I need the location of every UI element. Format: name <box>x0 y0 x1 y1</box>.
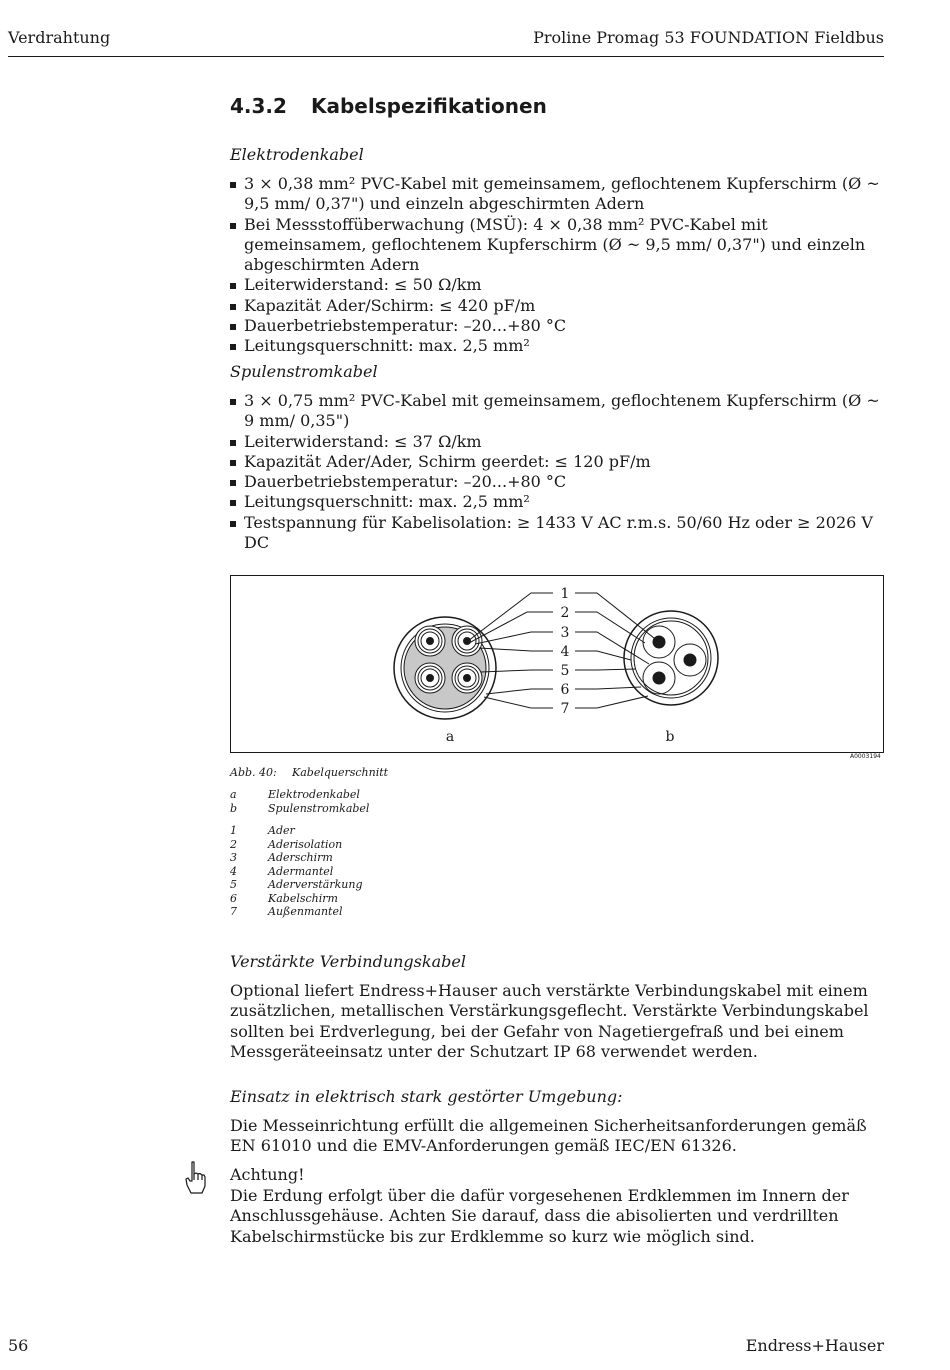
electrode-list <box>230 174 885 357</box>
callout-6: 6 <box>560 682 570 698</box>
cable-cross-section-figure <box>230 575 884 753</box>
list-item: Leitungsquerschnitt: max. 2,5 mm² <box>230 336 885 356</box>
legend-3 <box>230 851 333 864</box>
page-number: 56 <box>8 1336 29 1355</box>
caption-prefix: Abb. 40: <box>230 766 277 779</box>
legend-key: 6 <box>230 892 237 905</box>
reinforced-text: Optional liefert Endress+Hauser auch verstärkte Verbindungskabel mit einem zusätzlichen, metallischen Verstärkungsgeflecht. Verstärkte Verbindungskabel sollten bei Erdverlegung, bei der Gefahr von Nagetiergefraß und bei einem Messgeräteeinsatz unter der Schutzart IP 68 verwendet werden. <box>230 981 869 1061</box>
emc-text: Die Messeinrichtung erfüllt die allgemeinen Sicherheitsanforderungen gemäß EN 61010 und die EMV-Anforderungen gemäß IEC/EN 61326. <box>230 1116 867 1156</box>
legend-b <box>230 802 369 815</box>
legend-a <box>230 788 360 801</box>
callout-3: 3 <box>560 625 570 641</box>
label-a: a <box>445 729 455 745</box>
legend-key: 7 <box>230 905 237 918</box>
list-item: Leiterwiderstand: ≤ 37 Ω/km <box>230 432 885 452</box>
coil-list <box>230 391 885 553</box>
list-item: 3 × 0,38 mm² PVC-Kabel mit gemeinsamem, geflochtenem Kupferschirm (Ø ~ 9,5 mm/ 0,37") und einzeln abgeschirmten Adern <box>230 174 885 215</box>
legend-text: Ader <box>268 824 295 837</box>
list-item: Testspannung für Kabelisolation: ≥ 1433 V AC r.m.s. 50/60 Hz oder ≥ 2026 V DC <box>230 513 885 554</box>
cable-diagram <box>231 576 883 752</box>
legend-text: Kabelschirm <box>268 892 338 905</box>
warning-title: Achtung! <box>230 1165 305 1184</box>
coil-heading: Spulenstromkabel <box>230 362 378 381</box>
legend-key: 3 <box>230 851 237 864</box>
legend-text: Außenmantel <box>268 905 343 918</box>
header-product-name: Proline Promag 53 FOUNDATION Fieldbus <box>533 28 884 47</box>
warning-text: Die Erdung erfolgt über die dafür vorgesehenen Erdklemmen im Innern der Anschlussgehäuse. Achten Sie darauf, dass die abisolierten und verdrillten Kabelschirmstücke bis zur Erdklemme so kurz wie möglich sind. <box>230 1186 849 1246</box>
list-item: Kapazität Ader/Schirm: ≤ 420 pF/m <box>230 296 885 316</box>
list-item: Leiterwiderstand: ≤ 50 Ω/km <box>230 275 885 295</box>
header-section-label: Verdrahtung <box>8 28 111 47</box>
figure-id: A0003194 <box>850 753 881 760</box>
legend-text: Aderisolation <box>268 838 343 851</box>
callout-4: 4 <box>560 644 570 660</box>
figure-caption <box>230 766 388 779</box>
legend-6 <box>230 892 338 905</box>
legend-key: b <box>230 802 238 815</box>
legend-key: 1 <box>230 824 237 837</box>
list-item: Kapazität Ader/Ader, Schirm geerdet: ≤ 120 pF/m <box>230 452 885 472</box>
list-item: Dauerbetriebstemperatur: –20...+80 °C <box>230 316 885 336</box>
legend-key: a <box>230 788 237 801</box>
callout-2: 2 <box>560 605 570 621</box>
legend-7 <box>230 905 343 918</box>
footer-brand: Endress+Hauser <box>745 1336 884 1355</box>
callout-7: 7 <box>560 701 570 717</box>
legend-2 <box>230 838 342 851</box>
legend-text: Aderverstärkung <box>268 878 363 891</box>
pointing-hand-icon <box>183 1160 207 1196</box>
list-item: Dauerbetriebstemperatur: –20...+80 °C <box>230 472 885 492</box>
legend-5 <box>230 878 363 891</box>
legend-text: Aderschirm <box>268 851 333 864</box>
leader-lines-b <box>575 593 659 708</box>
legend-key: 4 <box>230 865 237 878</box>
cable-shield-b <box>631 618 711 698</box>
legend-text: Adermantel <box>268 865 334 878</box>
header-rule <box>8 56 884 57</box>
legend-4 <box>230 865 333 878</box>
list-item: Leitungsquerschnitt: max. 2,5 mm² <box>230 492 885 512</box>
legend-key: 5 <box>230 878 237 891</box>
caption-title: Kabelquerschnitt <box>292 766 389 779</box>
section-title <box>230 94 547 118</box>
list-item: Bei Messstoffüberwachung (MSÜ): 4 × 0,38 mm² PVC-Kabel mit gemeinsamem, geflochtenem Kupferschirm (Ø ~ 9,5 mm/ 0,37") und einzeln abgeschirmten Adern <box>230 215 885 276</box>
callout-5: 5 <box>560 663 570 679</box>
legend-1 <box>230 824 295 837</box>
legend-key: 2 <box>230 838 237 851</box>
electrode-heading: Elektrodenkabel <box>230 145 364 164</box>
section-title-text: Kabelspezifikationen <box>311 94 547 118</box>
section-number: 4.3.2 <box>230 94 287 118</box>
legend-text: Spulenstromkabel <box>268 802 370 815</box>
callout-1: 1 <box>560 586 570 602</box>
reinforced-heading: Verstärkte Verbindungskabel <box>230 952 466 971</box>
legend-text: Elektrodenkabel <box>268 788 360 801</box>
label-b: b <box>665 729 675 745</box>
list-item: 3 × 0,75 mm² PVC-Kabel mit gemeinsamem, geflochtenem Kupferschirm (Ø ~ 9 mm/ 0,35") <box>230 391 885 432</box>
emc-heading: Einsatz in elektrisch stark gestörter Umgebung: <box>230 1087 623 1106</box>
